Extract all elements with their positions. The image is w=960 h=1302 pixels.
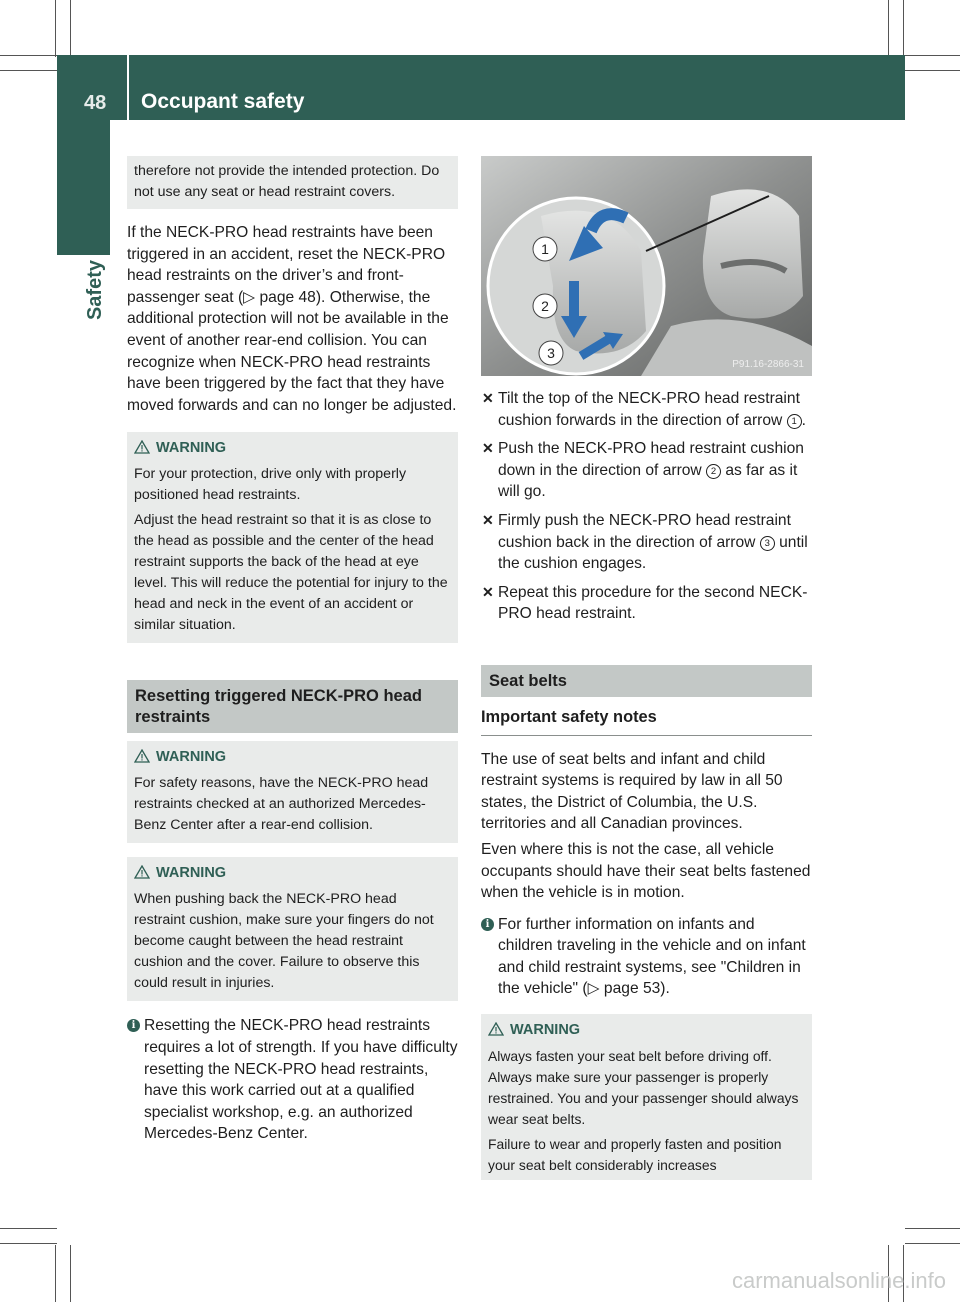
info-icon: i [127,1019,140,1032]
warning-box-seat-belts [481,1014,812,1180]
crop-mark [0,1243,57,1244]
page-number: 48 [84,92,107,114]
warning-continuation-box [127,156,458,209]
photo-caption: P91.16-2866-31 [732,359,804,370]
warning-text: For safety reasons, have the NECK-PRO head restraints checked at an authorized Mercedes-Benz Center after a rear-end collision. [134,775,429,834]
crop-mark [55,1245,56,1302]
warning-continuation-text: therefore not provide the intended protection. Do not use any seat or head restraint covers. [134,163,440,200]
step-arrow-icon: ✕ [482,390,494,406]
section-side-label: Safety [84,260,106,321]
warning-box-head-restraints [127,432,458,643]
warning-triangle-icon [134,865,150,886]
left-column [127,156,458,1145]
crop-mark [903,0,904,57]
warning-triangle-icon [488,1022,504,1043]
seat-belt-law-paragraph: The use of seat belts and infant and child restraint systems is required by law in all 50 states, the District of Columbia, the U.S. territories and all Canadian provinces. [481,750,783,833]
section-heading-seat-belts: Seat belts [481,665,812,697]
warning-text: When pushing back the NECK-PRO head restraint cushion, make sure your fingers do not become caught between the head restraint cushion and the cover. Failure to observe this could result in injuries. [134,891,434,992]
warning-text: Failure to wear and properly fasten and position your seat belt considerably increases [488,1136,782,1174]
crop-mark [0,70,57,71]
crop-mark [888,0,889,57]
warning-text: Adjust the head restraint so that it is as close to the head as possible and the center of the head restraint supports the back of the head at eye level. This will reduce the potential for injury to the head and neck in the event of an accident or similar situation. [134,512,448,634]
info-icon: i [481,918,494,931]
warning-box-fingers [127,857,458,1001]
step-item: ✕ Tilt the top of the NECK-PRO head restraint cushion forwards in the direction of arrow 1 . [482,390,806,429]
info-note-children [481,914,812,1000]
circled-number: 1 [787,414,802,429]
crop-mark [70,1245,71,1302]
info-text: For further information on infants and children traveling in the vehicle and on infant and child restraint systems, see "Children in the vehicle" (▷ page 53). [498,915,806,998]
page-title: Occupant safety [141,90,305,113]
step-item: ✕ Push the NECK-PRO head restraint cushion down in the direction of arrow 2 as far as it will go. [482,440,804,501]
reset-intro-paragraph: If the NECK-PRO head restraints have been triggered in an accident, reset the NECK-PRO head restraints on the driver’s and front-passenger seat (▷ page 48). Otherwise, the additional protection will not be available in the event of another rear-end collision. You can recognize when NECK-PRO head restraints have been triggered by the fact that they have moved forwards and can no longer be adjusted. [127,224,457,414]
circled-number: 3 [760,536,775,551]
header-divider [127,55,129,120]
crop-mark [55,0,56,57]
crop-mark [905,55,960,56]
warning-text: For your protection, drive only with properly positioned head restraints. [134,466,407,504]
warning-title: WARNING [156,865,227,882]
step-item: ✕ Firmly push the NECK-PRO head restraint cushion back in the direction of arrow 3 until the cushion engages. [482,511,808,573]
warning-heading [488,1020,805,1043]
right-column [481,388,812,1180]
crop-mark [905,1228,960,1229]
warning-title: WARNING [510,1022,581,1039]
info-text: Resetting the NECK-PRO head restraints requires a lot of strength. If you have difficulty resetting the NECK-PRO head restraints, have this work carried out at a qualified specialist workshop, e.g. an authorized Mercedes-Benz Center. [144,1017,458,1143]
warning-heading [134,438,451,461]
section-heading-resetting: Resetting triggered NECK-PRO head restraints [127,680,458,733]
warning-triangle-icon [134,440,150,461]
crop-mark [905,1243,960,1244]
footer-watermark: carmanualsonline.info [731,1268,946,1293]
callout-1: 1 [541,241,549,257]
subheading-important-notes: Important safety notes [481,701,812,736]
warning-box-authorized-check [127,741,458,843]
steps-list [481,388,812,625]
warning-heading [134,863,451,886]
step-item: ✕ Repeat this procedure for the second NECK-PRO head restraint. [482,583,808,623]
callout-2: 2 [541,298,549,314]
crop-mark [0,1228,57,1229]
warning-triangle-icon [134,749,150,770]
circled-number: 2 [706,464,721,479]
info-note-strength [127,1015,458,1145]
head-restraint-photo [481,156,812,376]
callout-3: 3 [547,345,555,361]
warning-title: WARNING [156,440,227,457]
crop-mark [0,55,57,56]
warning-text: Always fasten your seat belt before driving off. Always make sure your passenger is properly restrained. You and your passenger should always wear seat belts. [488,1048,799,1128]
step-arrow-icon: ✕ [482,440,494,457]
side-tab [57,120,110,255]
warning-heading [134,747,451,770]
crop-mark [905,70,960,71]
step-arrow-icon: ✕ [482,583,494,600]
seat-belt-motion-paragraph: Even where this is not the case, all vehicle occupants should have their seat belts fastened when the vehicle is in motion. [481,840,811,902]
step-arrow-icon: ✕ [482,511,494,528]
warning-title: WARNING [156,749,227,766]
crop-mark [70,0,71,57]
